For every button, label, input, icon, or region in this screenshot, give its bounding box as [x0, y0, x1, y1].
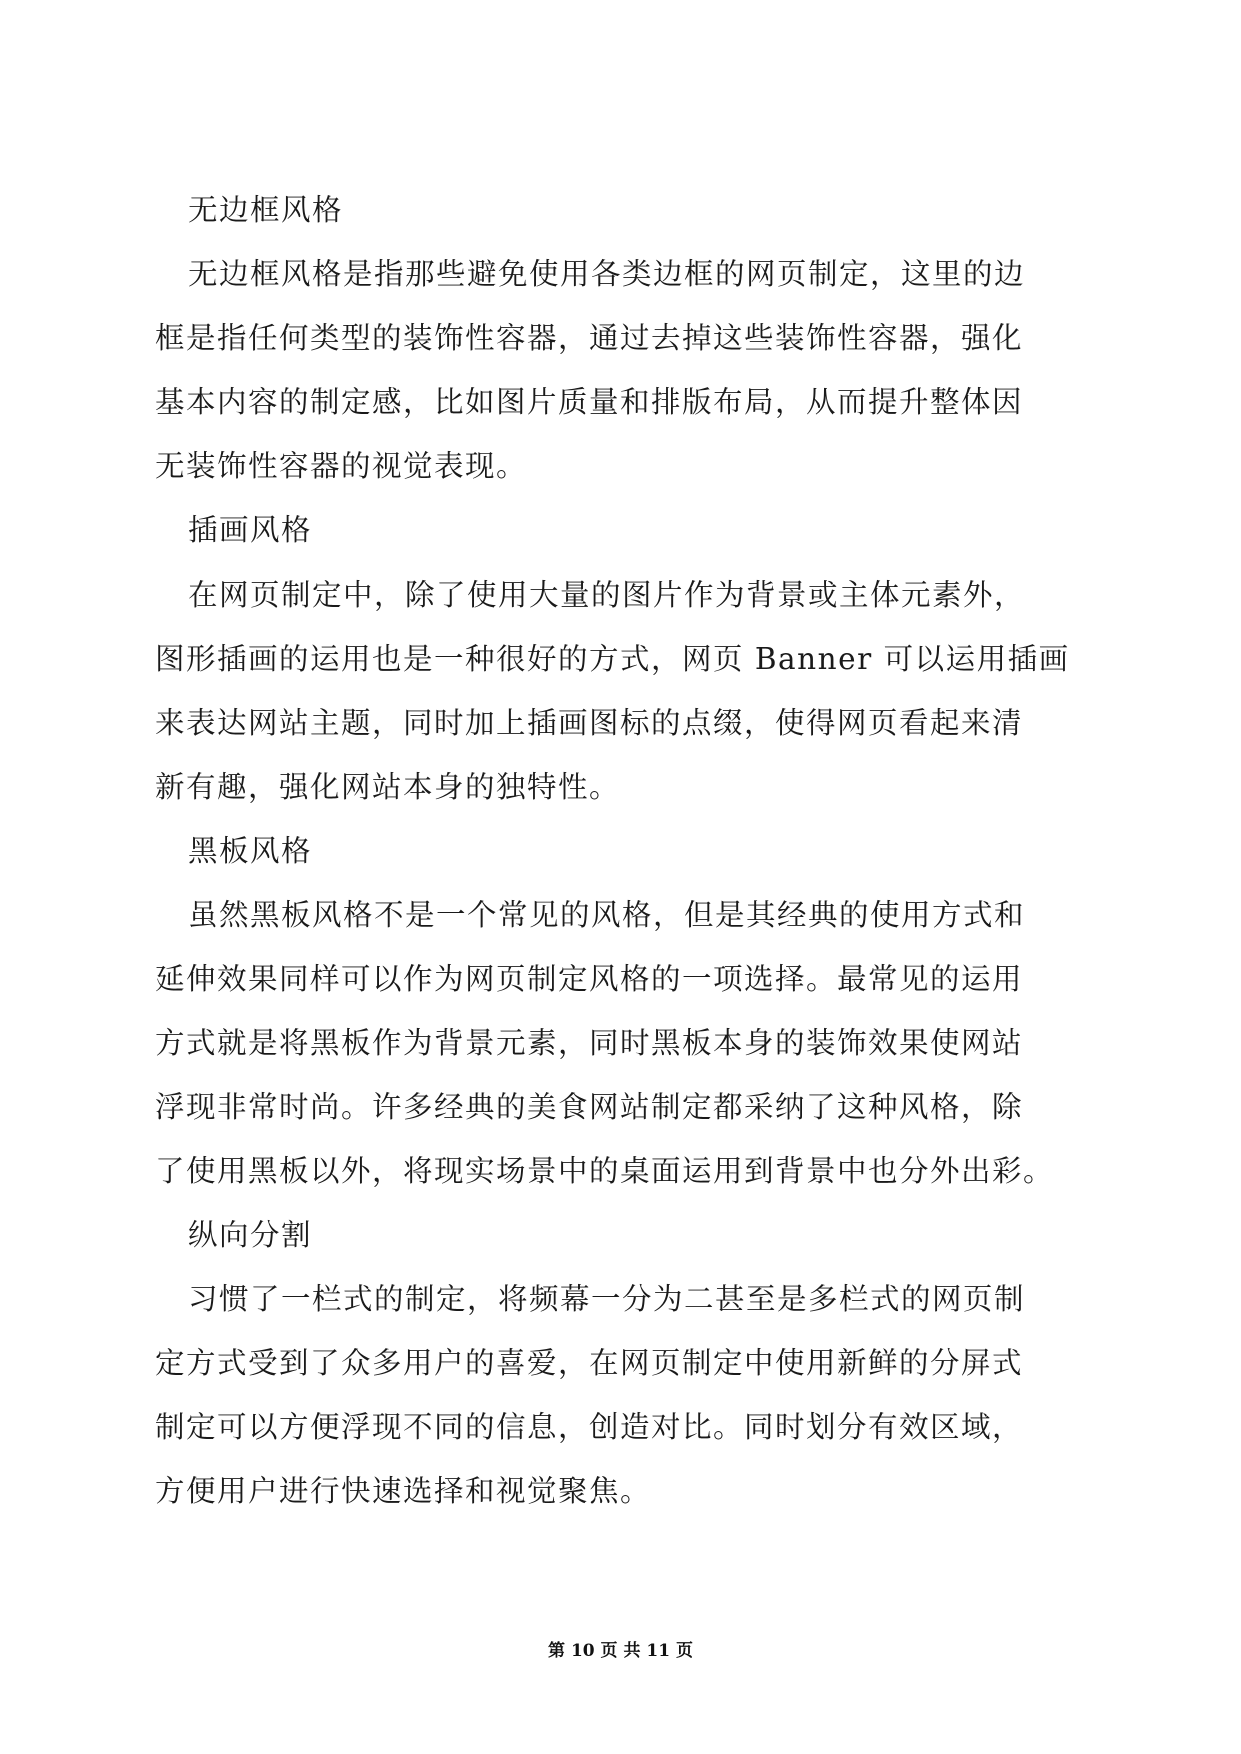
page-number-footer: 第 10 页 共 11 页: [548, 1641, 693, 1661]
section-heading: 无边框风格: [188, 193, 344, 227]
paragraph-line: 无装饰性容器的视觉表现。: [155, 449, 528, 483]
section-heading: 纵向分割: [188, 1218, 313, 1252]
paragraph-line: 浮现非常时尚。许多经典的美食网站制定都采纳了这种风格，除: [155, 1090, 1024, 1124]
paragraph-line: 习惯了一栏式的制定，将频幕一分为二甚至是多栏式的网页制: [188, 1282, 1026, 1316]
paragraph-line: 虽然黑板风格不是一个常见的风格，但是其经典的使用方式和: [188, 898, 1026, 932]
paragraph-line: 定方式受到了众多用户的喜爱，在网页制定中使用新鲜的分屏式: [155, 1346, 1024, 1380]
paragraph-line: 无边框风格是指那些避免使用各类边框的网页制定，这里的边: [188, 257, 1026, 291]
paragraph-line: 新有趣，强化网站本身的独特性。: [155, 770, 621, 804]
paragraph-line: 方式就是将黑板作为背景元素，同时黑板本身的装饰效果使网站: [155, 1026, 1024, 1060]
paragraph-line: 延伸效果同样可以作为网页制定风格的一项选择。最常见的运用: [155, 962, 1024, 996]
paragraph-line: 图形插画的运用也是一种很好的方式，网页 Banner 可以运用插画: [155, 642, 1070, 676]
paragraph-line: 方便用户进行快速选择和视觉聚焦。: [155, 1474, 652, 1508]
paragraph-line: 来表达网站主题，同时加上插画图标的点缀，使得网页看起来清: [155, 706, 1024, 740]
paragraph-line: 基本内容的制定感，比如图片质量和排版布局，从而提升整体因: [155, 385, 1024, 419]
paragraph-line: 制定可以方便浮现不同的信息，创造对比。同时划分有效区域，: [155, 1410, 1024, 1444]
paragraph-line: 框是指任何类型的装饰性容器，通过去掉这些装饰性容器，强化: [155, 321, 1024, 355]
section-heading: 黑板风格: [188, 834, 313, 868]
section-heading: 插画风格: [188, 513, 313, 547]
paragraph-line: 了使用黑板以外，将现实场景中的桌面运用到背景中也分外出彩。: [155, 1154, 1055, 1188]
paragraph-line: 在网页制定中，除了使用大量的图片作为背景或主体元素外，: [188, 578, 1026, 612]
